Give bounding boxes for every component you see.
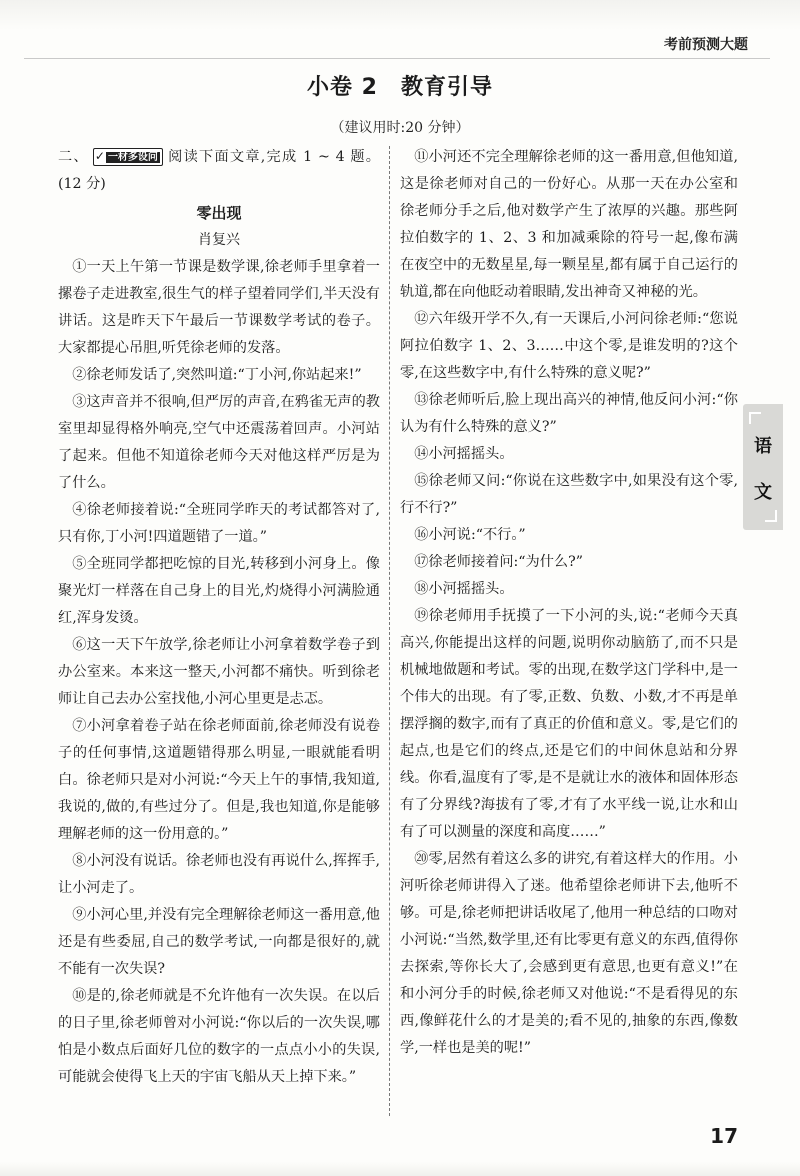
page-top-shadow (0, 0, 800, 30)
paragraph-11: ⑪小河还不完全理解徐老师的这一番用意,但他知道,这是徐老师对自己的一份好心。从那一天在办公室和徐老师分手之后,他对数学产生了浓厚的兴趣。那些阿拉伯数字的 1、2、3 和加减乘除的符号一起,像布满在夜空中的无数星星,每一颗星星,都有属于自己运行的轨道,都在向他眨动着眼睛,发出神奇又神秘的光。 (400, 149, 738, 300)
paragraph-14: ⑭小河摇摇头。 (414, 446, 514, 462)
header-divider (24, 58, 770, 59)
time-note: （建议用时:20 分钟） (330, 120, 470, 136)
paragraph-20: ⑳零,居然有着这么多的讲究,有着这样大的作用。小河听徐老师讲得入了迷。他希望徐老师讲下去,他听不够。可是,徐老师把讲话收尾了,他用一种总结的口吻对小河说:“当然,数学里,还有比零更有意义的东西,值得你去探索,等你长大了,会感到更有意思,也更有意义!”在和小河分手的时候,徐老师又对他说:“不是看得见的东西,像鲜花什么的才是美的;看不见的,抽象的东西,像数学,一样也是美的呢!” (400, 851, 738, 1056)
question-badge (93, 148, 163, 166)
paragraph-12: ⑫六年级开学不久,有一天课后,小河问徐老师:“您说阿拉伯数字 1、2、3……中这个零,是谁发明的?这个零,在这些数字中,有什么特殊的意义呢?” (400, 311, 738, 381)
paragraph-5: ⑤全班同学都把吃惊的目光,转移到小河身上。像聚光灯一样落在自己身上的目光,灼烧得小河满脸通红,浑身发烫。 (58, 556, 380, 626)
check-icon: ✓ (94, 149, 105, 163)
page-number: 17 (710, 1124, 738, 1148)
paragraph-1: ①一天上午第一节课是数学课,徐老师手里拿着一摞卷子走进教室,很生气的样子望着同学们,半天没有讲话。这是昨天下午最后一节课数学考试的卷子。大家都提心吊胆,听凭徐老师的发落。 (58, 259, 380, 356)
paragraph-15: ⑮徐老师又问:“你说在这些数字中,如果没有这个零,行不行?” (400, 473, 738, 516)
side-tab-char-2: 文 (754, 482, 772, 503)
paragraph-19: ⑲徐老师用手抚摸了一下小河的头,说:“老师今天真高兴,你能提出这样的问题,说明你动脑筋了,而不只是机械地做题和考试。零的出现,在数学这门学科中,是一个伟大的出现。有了零,正数、负数、小数,才不再是单摆浮搁的数字,而有了真正的价值和意义。零,是它们的起点,也是它们的终点,还是它们的中间休息站和分界线。你看,温度有了零,是不是就让水的液体和固体形态有了分界线?海拔有了零,才有了水平线一说,让水和山有了可以测量的深度和高度……” (400, 608, 738, 840)
left-column (58, 144, 380, 1091)
paragraph-7: ⑦小河拿着卷子站在徐老师面前,徐老师没有说卷子的任何事情,这道题错得那么明显,一眼就能看明白。徐老师只是对小河说:“今天上午的事情,我知道,我说的,做的,有些过分了。但是,我也知道,你是能够理解老师的这一份用意的。” (58, 718, 380, 842)
question-line (58, 144, 380, 198)
side-tab-char-1: 语 (754, 436, 772, 457)
page-title: 小卷 2 教育引导 (307, 75, 493, 100)
header-label: 考前预测大题 (664, 37, 748, 53)
question-number: 二、 (58, 149, 89, 165)
paragraph-2: ②徐老师发话了,突然叫道:“丁小河,你站起来!” (72, 367, 362, 383)
page-bottom-shadow (0, 1162, 800, 1176)
right-column (400, 144, 738, 1062)
paragraph-16: ⑯小河说:“不行。” (414, 527, 526, 543)
paragraph-8: ⑧小河没有说话。徐老师也没有再说什么,挥挥手,让小河走了。 (58, 853, 380, 896)
subject-side-tab (743, 404, 783, 530)
paragraph-3: ③这声音并不很响,但严厉的声音,在鸦雀无声的教室里却显得格外响亮,空气中还震荡着回声。小河站了起来。但他不知道徐老师今天对他这样严厉是为了什么。 (58, 394, 380, 491)
paragraph-4: ④徐老师接着说:“全班同学昨天的考试都答对了,只有你,丁小河!四道题错了一道。” (58, 502, 380, 545)
bracket-bottom-icon (765, 510, 777, 522)
paragraph-18: ⑱小河摇摇头。 (414, 581, 514, 597)
story-author: 肖复兴 (198, 232, 240, 248)
paragraph-10: ⑩是的,徐老师就是不允许他有一次失误。在以后的日子里,徐老师曾对小河说:“你以后的一次失误,哪怕是小数点后面好几位的数字的一点点小小的失误,可能就会使得飞上天的宇宙飞船从天上掉下来。” (58, 988, 380, 1085)
bracket-top-icon (749, 412, 761, 424)
badge-label: 一材多设问 (107, 152, 158, 163)
paragraph-6: ⑥这一天下午放学,徐老师让小河拿着数学卷子到办公室来。本来这一整天,小河都不痛快。听到徐老师让自己去办公室找他,小河心里更是忐忑。 (58, 637, 380, 707)
paragraph-13: ⑬徐老师听后,脸上现出高兴的神情,他反问小河:“你认为有什么特殊的意义?” (400, 392, 738, 435)
story-title: 零出现 (196, 204, 242, 222)
question-instruction: 阅读下面文章,完成 1 ~ 4 题。(12 分) (58, 149, 380, 192)
paragraph-9: ⑨小河心里,并没有完全理解徐老师这一番用意,他还是有些委屈,自己的数学考试,一向都是很好的,就不能有一次失误? (58, 907, 380, 977)
paragraph-17: ⑰徐老师接着问:“为什么?” (414, 554, 583, 570)
column-divider (389, 146, 390, 1116)
